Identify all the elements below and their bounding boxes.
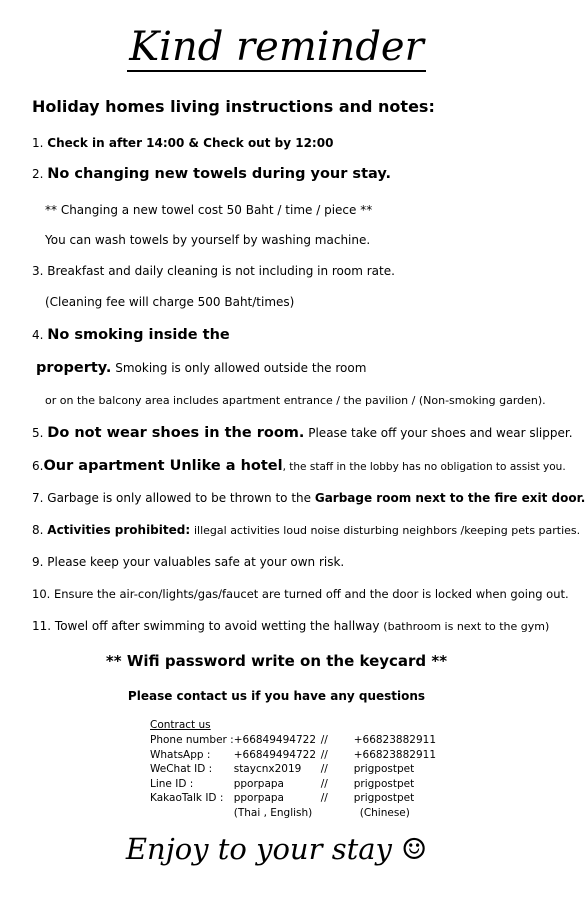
instruction-10: 10. Ensure the air-con/lights/gas/faucet are turned off and the door is locked when going out. bbox=[32, 587, 569, 601]
contact-value-a: pporpapa bbox=[233, 777, 284, 790]
table-row bbox=[150, 777, 436, 792]
table-row bbox=[150, 806, 436, 821]
closing-message: Enjoy to your stay ☺ bbox=[125, 832, 428, 866]
language-note-a: (Thai , English) bbox=[233, 806, 313, 819]
item-bold-text: Do not wear shoes in the room. bbox=[47, 425, 305, 441]
instruction-2-detail: You can wash towels by yourself by washing machine. bbox=[45, 233, 371, 247]
item-bold-text: No smoking inside the bbox=[47, 327, 230, 343]
contact-value-b: +66823882911 bbox=[353, 734, 437, 746]
item-number: 2. bbox=[32, 167, 44, 181]
contact-header: Contract us bbox=[150, 719, 211, 731]
section-heading: Holiday homes living instructions and notes: bbox=[32, 97, 435, 116]
item-number: 8. bbox=[32, 523, 44, 537]
instruction-7 bbox=[32, 491, 585, 505]
item-bold-text: Check in after 14:00 & Check out by 12:00 bbox=[47, 136, 334, 150]
table-row bbox=[150, 791, 436, 806]
item-bold-text: property. bbox=[36, 360, 112, 376]
instruction-3: 3. Breakfast and daily cleaning is not including in room rate. bbox=[32, 264, 395, 278]
item-small-text: (bathroom is next to the gym) bbox=[383, 620, 550, 633]
contact-label: KakaoTalk ID : bbox=[150, 792, 224, 805]
empty-cell bbox=[150, 806, 234, 821]
item-text: , the staff in the lobby has no obligation to assist you. bbox=[282, 461, 566, 473]
item-number: 5. bbox=[32, 426, 44, 440]
table-row bbox=[150, 733, 436, 748]
instruction-11 bbox=[32, 619, 549, 633]
title-text: Kind reminder bbox=[129, 24, 424, 70]
item-number: 6. bbox=[32, 459, 44, 473]
item-bold-text: Activities prohibited: bbox=[47, 523, 191, 537]
item-bold-text: Our apartment Unlike a hotel bbox=[43, 458, 283, 474]
contact-label: Line ID : bbox=[150, 777, 194, 790]
item-number: 4. bbox=[32, 328, 44, 342]
contact-label: WhatsApp : bbox=[150, 748, 211, 761]
contact-value-b: +66823882911 bbox=[353, 748, 437, 761]
wifi-notice: ** Wifi password write on the keycard ** bbox=[105, 652, 448, 670]
contact-block bbox=[150, 718, 436, 821]
contact-value-b: prigpostpet bbox=[353, 763, 415, 776]
instruction-5 bbox=[32, 425, 573, 441]
table-row bbox=[150, 762, 436, 777]
instruction-6 bbox=[32, 458, 566, 474]
contact-value-b: prigpostpet bbox=[353, 777, 415, 790]
item-text: illegal activities loud noise disturbing neighbors /keeping pets parties. bbox=[193, 524, 581, 537]
contact-separator: // bbox=[320, 777, 328, 790]
item-text: 11. Towel off after swimming to avoid wetting the hallway bbox=[32, 619, 380, 633]
item-bold-text: No changing new towels during your stay. bbox=[47, 166, 391, 182]
table-row bbox=[150, 748, 436, 763]
contact-value-b: prigpostpet bbox=[353, 792, 415, 805]
page-title bbox=[0, 22, 553, 72]
contact-separator: // bbox=[320, 748, 328, 761]
item-text: Please take off your shoes and wear slipper. bbox=[308, 426, 573, 440]
contact-separator: // bbox=[320, 734, 328, 746]
instruction-4-cont bbox=[36, 360, 366, 376]
item-bold-text: Garbage room next to the fire exit door. bbox=[314, 491, 585, 505]
instruction-4 bbox=[32, 327, 230, 343]
instruction-4-detail: or on the balcony area includes apartment entrance / the pavilion / (Non-smoking garden). bbox=[45, 394, 546, 407]
instruction-3-detail: (Cleaning fee will charge 500 Baht/times) bbox=[45, 295, 295, 309]
instruction-2-note: ** Changing a new towel cost 50 Baht / time / piece ** bbox=[45, 203, 373, 217]
contact-value-a: +66849494722 bbox=[233, 748, 317, 761]
item-text: Smoking is only allowed outside the room bbox=[115, 361, 367, 375]
contact-label: Phone number : bbox=[150, 734, 234, 746]
contact-separator: // bbox=[320, 763, 328, 776]
item-number: 1. bbox=[32, 136, 44, 150]
contact-value-a: staycnx2019 bbox=[233, 763, 302, 776]
language-note-b: (Chinese) bbox=[359, 806, 410, 819]
instruction-8 bbox=[32, 523, 580, 537]
contact-prompt: Please contact us if you have any questions bbox=[127, 689, 426, 703]
instruction-1 bbox=[32, 136, 333, 150]
instruction-9: 9. Please keep your valuables safe at your own risk. bbox=[32, 555, 345, 569]
contact-value-a: +66849494722 bbox=[233, 734, 317, 746]
instruction-2 bbox=[32, 166, 391, 182]
contact-value-a: pporpapa bbox=[233, 792, 284, 805]
contact-label: WeChat ID : bbox=[150, 763, 213, 776]
contact-separator: // bbox=[320, 792, 328, 805]
item-text: 7. Garbage is only allowed to be thrown to the bbox=[32, 491, 312, 505]
contact-table bbox=[150, 733, 436, 821]
